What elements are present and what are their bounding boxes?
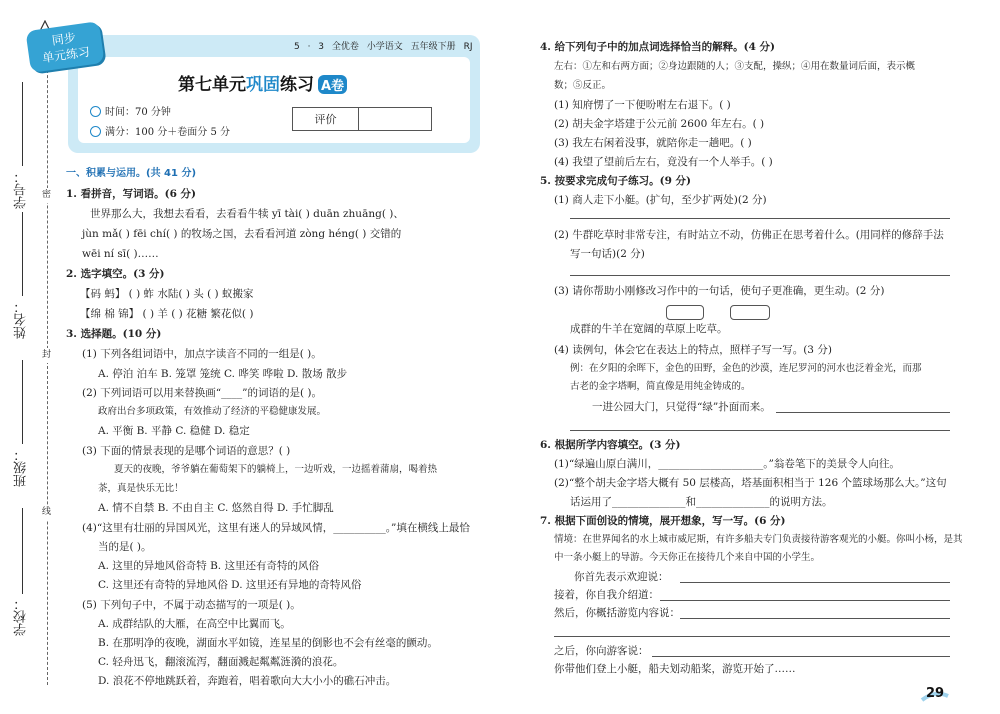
q7-welcome-line[interactable] (680, 582, 950, 583)
q7-summary: 然后，你概括游览内容说： (554, 607, 680, 619)
q3-3-options: A. 情不自禁 B. 不由自主 C. 悠然自得 D. 手忙脚乱 (98, 502, 334, 514)
title-highlight: 巩固 (246, 75, 280, 95)
q5-2-cont: 写一句话)(2 分) (570, 248, 645, 260)
label-class: 班级： (14, 448, 29, 487)
series-info (294, 39, 472, 52)
clock-icon (90, 106, 101, 117)
q3-4: (4)“这里有壮丽的异国风光，这里有迷人的异域风情，__________。”填在横线上最恰 (82, 522, 470, 534)
q7-intro: 接着，你自我介绍道： (554, 589, 659, 601)
evaluation-label: 评价 (293, 108, 359, 130)
q3-5-a: A. 成群结队的大雁，在高空中比翼而飞。 (98, 618, 291, 630)
q3-5-c: C. 轻舟迅飞，翻滚流泻，翻面溅起粼粼涟漪的浪花。 (98, 656, 344, 668)
label-name: 姓名： (14, 300, 29, 339)
q1-line3: wēi ní sī( )…… (82, 248, 159, 260)
q7-ending: 你带他们登上小艇，船夫划动船桨，游览开始了…… (554, 663, 796, 675)
q3-5-b: B. 在那明净的夜晚，湖面水平如镜，连星星的倒影也不会有丝毫的颤动。 (98, 637, 438, 649)
edit-box-2[interactable] (730, 305, 770, 320)
q4-title: 4. 给下列句子中的加点词选择恰当的解释。(4 分) (540, 41, 776, 53)
q5-1-answer-line[interactable] (570, 218, 950, 219)
q3-3-scene2: 茶，真是快乐无比！ (98, 483, 184, 494)
q3-2-sentence: 政府出台多项政策，有效推动了经济的平稳健康发展。 (98, 406, 327, 417)
q3-title: 3. 选择题。(10 分) (66, 328, 162, 340)
q6-2: (2)“整个胡夫金字塔大概有 50 层楼高，塔基面积相当于 126 个篮球场那么大。”这句 (554, 477, 947, 489)
q1-line1: 世界那么大，我想去看看，去看看牛犊 yī tài( ) duān zhuāng( )、 (90, 208, 404, 220)
q5-4-answer-line1[interactable] (776, 412, 950, 413)
q5-4-prompt: 一进公园大门，只觉得“绿”扑面而来。 (592, 401, 771, 413)
blank-class[interactable] (22, 360, 23, 444)
label-school: 学校： (14, 597, 29, 636)
q3-5: (5) 下列句子中，不属于动态描写的一项是( )。 (82, 599, 301, 611)
edition-name: RJ (463, 42, 473, 52)
q7-intro-line[interactable] (660, 600, 950, 601)
q1-title: 1. 看拼音，写词语。(6 分) (66, 188, 197, 200)
page-number (920, 686, 950, 704)
score-info (90, 123, 230, 138)
q5-2: (2) 牛群吃草时非常专注，有时站立不动，仿佛正在思考着什么。(用同样的修辞手法 (554, 229, 944, 241)
q5-3: (3) 请你帮助小刚修改习作中的一句话，使句子更准确，更生动。(2 分) (554, 285, 885, 297)
evaluation-field[interactable] (359, 108, 431, 130)
q7-after: 之后，你向游客说： (554, 645, 649, 657)
q2-row1: 【码 蚂】 ( ) 蚱 水陆( ) 头 ( ) 蚁搬家 (80, 288, 254, 300)
q5-3-sentence: 成群的牛羊在宽阔的草原上吃草。 (570, 323, 728, 335)
q3-2-options: A. 平衡 B. 平静 C. 稳健 D. 稳定 (98, 425, 250, 437)
q3-4-options-cd: C. 这里还有奇特的异地风俗 D. 这里还有异地的奇特风俗 (98, 579, 362, 591)
evaluation-box (292, 107, 432, 131)
q3-4-cont: 当的是( )。 (98, 541, 152, 553)
version-badge: A卷 (318, 75, 347, 94)
q4-4: (4) 我望了望前后左右，竟没有一个人举手。( ) (554, 156, 773, 168)
cut-mark-xian: 线 (42, 505, 51, 520)
q4-def1: 左右：①左和右两方面；②身边跟随的人；③支配，操纵；④用在数量词后面，表示概 (554, 61, 916, 72)
title-part2: 练习 (280, 75, 314, 95)
q4-def2: 数；⑤反正。 (554, 80, 612, 91)
q2-title: 2. 选字填空。(3 分) (66, 268, 165, 280)
badge-line1: 同步 (51, 30, 77, 48)
q3-2: (2) 下列词语可以用来替换画“____”的词语的是( )。 (82, 387, 322, 399)
series-name: 5 · 3 全优卷 (294, 42, 359, 52)
binding-strip (0, 0, 62, 714)
label-student-id: 学号： (14, 170, 29, 209)
edit-box-1[interactable] (666, 305, 704, 320)
q5-4-answer-line2[interactable] (570, 430, 950, 431)
q7-summary-line[interactable] (680, 618, 950, 619)
blank-name[interactable] (22, 212, 23, 296)
q3-5-d: D. 浪花不停地跳跃着，奔跑着，唱着歌向大大小小的礁石冲击。 (98, 675, 397, 687)
q1-line2: jùn mǎ( ) fēi chí( ) 的牧场之国，去看看河道 zòng héng( ) 交错的 (82, 228, 402, 240)
badge-line2: 单元练习 (41, 44, 91, 66)
time-info (90, 103, 171, 118)
q7-title: 7. 根据下面创设的情境，展开想象，写一写。(6 分) (540, 515, 786, 527)
q5-1: (1) 商人走下小艇。(扩句，至少扩两处)(2 分) (554, 194, 767, 206)
q3-3-scene1: 夏天的夜晚，爷爷躺在葡萄架下的躺椅上，一边听戏，一边摇着蒲扇，喝着热 (114, 464, 438, 475)
q7-context1: 情境：在世界闻名的水上城市威尼斯，有许多船夫专门负责接待游客观光的小艇。你叫小杨，是其 (554, 534, 963, 545)
score-text: 满分：100 分＋卷面分 5 分 (105, 127, 230, 138)
q3-1-options: A. 停泊 泊车 B. 笼罩 笼统 C. 哗笑 哗啦 D. 散场 散步 (98, 368, 348, 380)
page-number-text: 29 (926, 686, 945, 701)
q5-4-example1: 例：在夕阳的余晖下，金色的田野，金色的沙漠，连尼罗河的河水也泛着金光，而那 (570, 363, 922, 374)
cut-dash-line (47, 55, 48, 685)
q6-2-cont: 话运用了______________和______________的说明方法。 (570, 496, 833, 508)
section-title: 一、积累与运用。(共 41 分) (66, 168, 197, 179)
q5-title: 5. 按要求完成句子练习。(9 分) (540, 175, 692, 187)
q7-welcome: 你首先表示欢迎说： (574, 571, 669, 583)
q4-2: (2) 胡夫金字塔建于公元前 2600 年左右。( ) (554, 118, 765, 130)
q3-1: (1) 下列各组词语中，加点字读音不同的一组是( )。 (82, 348, 322, 360)
title-part1: 第七单元 (178, 75, 246, 95)
blank-school[interactable] (22, 508, 23, 594)
subject-name: 小学语文 (366, 42, 403, 52)
q6-1: (1)“绿遍山原白满川，____________________。”翁卷笔下的美景令人向往。 (554, 458, 900, 470)
q3-4-options-ab: A. 这里的异地风俗奇特 B. 这里还有奇特的风俗 (98, 560, 319, 572)
grade-name: 五年级下册 (410, 42, 456, 52)
cut-mark-feng: 封 (42, 348, 51, 363)
q5-2-answer-line[interactable] (570, 275, 950, 276)
blank-student-id[interactable] (22, 82, 23, 166)
q5-4: (4) 读例句，体会它在表达上的特点，照样子写一写。(3 分) (554, 344, 832, 356)
q7-context2: 中一条小艇上的导游。今天你正在接待几个来自中国的小学生。 (554, 552, 821, 563)
q7-after-line[interactable] (652, 656, 950, 657)
q3-3: (3) 下面的情景表现的是哪个词语的意思？( ) (82, 445, 291, 457)
q4-3: (3) 我左右闲着没事，就陪你走一趟吧。( ) (554, 137, 752, 149)
cut-mark-mi: 密 (42, 188, 51, 203)
q6-title: 6. 根据所学内容填空。(3 分) (540, 439, 681, 451)
q7-summary-line2[interactable] (554, 636, 950, 637)
check-icon (90, 126, 101, 137)
q4-1: (1) 知府愣了一下便吩咐左右退下。( ) (554, 99, 731, 111)
time-text: 时间：70 分钟 (105, 107, 171, 118)
q2-row2: 【绵 棉 锦】 ( ) 羊 ( ) 花糖 繁花似( ) (80, 308, 254, 320)
q5-4-example2: 古老的金字塔啊，简直像是用纯金铸成的。 (570, 381, 751, 392)
page-title (178, 70, 347, 95)
